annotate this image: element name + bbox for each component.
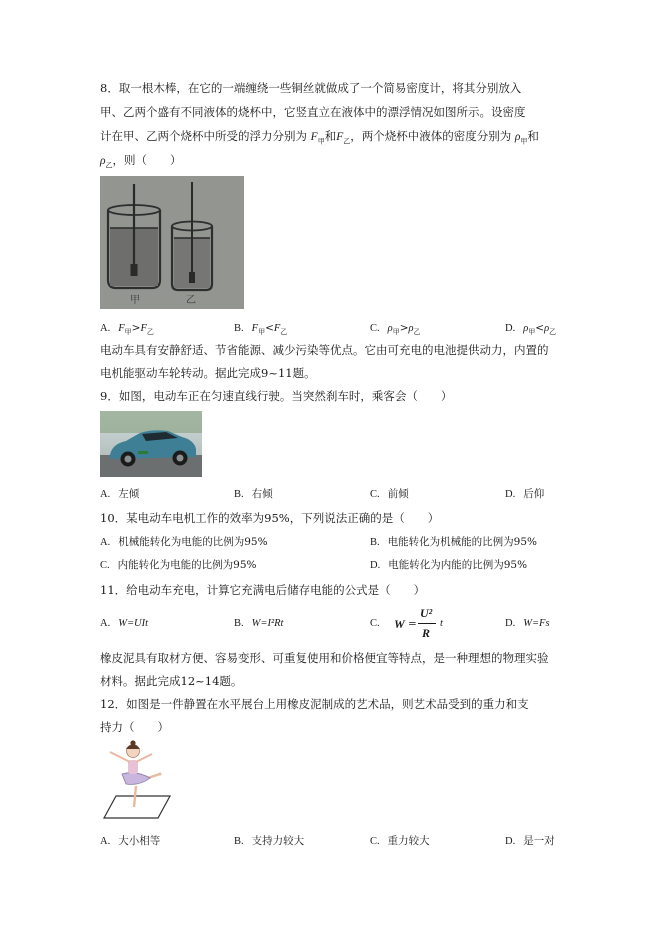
fraction-bar <box>418 623 436 624</box>
option-key: C. <box>100 560 110 571</box>
q12-option-b[interactable] <box>234 833 304 850</box>
symbol-F: F <box>310 131 318 143</box>
option-key: D. <box>505 489 516 500</box>
q8-text: ，则（ ） <box>112 153 182 167</box>
q12-option-a[interactable] <box>100 833 160 850</box>
option-var: ρ <box>387 323 393 334</box>
option-key: B. <box>370 537 380 548</box>
q9-option-a[interactable] <box>100 486 139 503</box>
intro-electric-car-line-1: 电动车具有安静舒适、节省能源、减少污染等优点。它由可充电的电池提供动力，内置的 <box>100 343 549 357</box>
formula-t: t <box>440 618 443 629</box>
option-key: C. <box>370 618 380 629</box>
plasticine-ballerina-figure <box>100 740 174 820</box>
q8-option-d[interactable] <box>505 320 556 340</box>
q12-stem-line-1: 12．如图是一件静置在水平展台上用橡皮泥制成的艺术品，则艺术品受到的重力和支 <box>100 697 529 711</box>
option-key: D. <box>505 618 516 629</box>
subscript: 乙 <box>280 328 288 337</box>
subscript: 甲 <box>124 328 132 337</box>
q11-option-b[interactable] <box>234 616 283 632</box>
subscript: 乙 <box>549 328 557 337</box>
formula: W=Fs <box>523 618 550 629</box>
subscript: 乙 <box>413 328 421 337</box>
option-key: C. <box>370 489 380 500</box>
option-key: A. <box>100 537 111 548</box>
q8-stem-line-4 <box>100 152 182 173</box>
q11-option-a[interactable] <box>100 616 148 632</box>
option-text: 电能转化为内能的比例为95% <box>388 559 528 571</box>
q8-text: 和 <box>527 129 539 143</box>
option-key: B. <box>234 618 244 629</box>
option-key: D. <box>370 560 381 571</box>
option-text: 左倾 <box>118 488 140 500</box>
option-text: 支持力较大 <box>251 835 305 847</box>
subscript: 甲 <box>258 328 266 337</box>
option-text: 右倾 <box>251 488 273 500</box>
option-text: 是一对 <box>523 835 555 847</box>
subscript: 甲 <box>317 137 325 146</box>
option-op: < <box>265 322 274 334</box>
intro-plasticine-line-2: 材料。据此完成12~14题。 <box>100 674 243 688</box>
q8-stem-line-3 <box>100 128 539 149</box>
option-var: F <box>251 323 259 334</box>
q12-option-d[interactable] <box>505 833 555 850</box>
option-var: ρ <box>544 323 550 334</box>
option-key: B. <box>234 836 244 847</box>
symbol-F: F <box>336 131 344 143</box>
option-op: > <box>399 322 409 334</box>
option-key: C. <box>370 323 380 334</box>
option-var: ρ <box>523 323 529 334</box>
q10-stem: 10．某电动车电机工作的效率为95%，下列说法正确的是（ ） <box>100 511 440 525</box>
option-var: F <box>273 323 281 334</box>
option-op: < <box>535 322 545 334</box>
label-yi: 乙 <box>186 295 196 306</box>
formula: W=UIt <box>118 618 149 629</box>
subscript: 甲 <box>528 328 536 337</box>
q8-option-c[interactable] <box>370 320 421 340</box>
q10-option-b[interactable] <box>370 534 537 551</box>
q8-stem-line-2: 甲、乙两个盛有不同液体的烧杯中，它竖直立在液体中的漂浮情况如图所示。设密度 <box>100 105 526 119</box>
option-text: 机械能转化为电能的比例为95% <box>118 536 268 548</box>
option-key: A. <box>100 618 111 629</box>
option-var: F <box>118 323 125 334</box>
formula-numerator: U² <box>420 606 433 620</box>
symbol-rho: ρ <box>100 155 106 167</box>
option-text: 重力较大 <box>387 835 430 847</box>
formula-denominator: R <box>422 626 431 640</box>
subscript: 甲 <box>520 137 528 146</box>
option-key: A. <box>100 489 111 500</box>
q10-option-c[interactable] <box>100 557 256 574</box>
subscript: 甲 <box>392 328 400 337</box>
option-var: ρ <box>408 323 414 334</box>
q10-option-d[interactable] <box>370 557 527 574</box>
option-key: C. <box>370 836 380 847</box>
q8-text: 计在甲、乙两个烧杯中所受的浮力分别为 <box>100 129 311 143</box>
option-key: B. <box>234 323 244 334</box>
q8-stem-line-1: 8．取一根木棒，在它的一端缠绕一些铜丝就做成了一个简易密度计，将其分别放入 <box>100 81 522 95</box>
q9-stem: 9．如图，电动车正在匀速直线行驶。当突然刹车时，乘客会（ ） <box>100 389 453 403</box>
option-text: 前倾 <box>387 488 409 500</box>
option-key: B. <box>234 489 244 500</box>
q10-option-a[interactable] <box>100 534 268 551</box>
symbol-rho: ρ <box>514 131 521 143</box>
subscript: 乙 <box>343 137 351 146</box>
q8-option-b[interactable] <box>234 320 287 340</box>
formula-eq: = <box>408 618 417 630</box>
option-var: F <box>140 323 147 334</box>
subscript: 乙 <box>146 328 154 337</box>
option-key: A. <box>100 323 111 334</box>
q9-option-d[interactable] <box>505 486 544 503</box>
option-text: 内能转化为电能的比例为95% <box>117 559 257 571</box>
option-text: 大小相等 <box>118 835 161 847</box>
q9-option-b[interactable] <box>234 486 273 503</box>
option-key: A. <box>100 836 111 847</box>
intro-plasticine-line-1: 橡皮泥具有取材方便、容易变形、可重复使用和价格便宜等特点，是一种理想的物理实验 <box>100 651 549 665</box>
option-text: 后仰 <box>523 488 545 500</box>
q8-text: ，两个烧杯中液体的密度分别为 <box>350 129 515 143</box>
q9-option-c[interactable] <box>370 486 409 503</box>
q8-option-a[interactable] <box>100 320 154 340</box>
option-key: D. <box>505 323 516 334</box>
formula-lhs: W <box>394 617 405 631</box>
q11-stem: 11．给电动车充电，计算它充满电后储存电能的公式是（ ） <box>100 583 426 597</box>
formula: W=I²Rt <box>251 618 284 629</box>
q8-text: 和 <box>324 129 337 143</box>
densimeter-beakers-photo <box>100 176 244 309</box>
subscript: 乙 <box>105 161 113 170</box>
q11-option-d[interactable] <box>505 616 550 632</box>
option-op: > <box>131 322 141 334</box>
option-text: 电能转化为机械能的比例为95% <box>387 536 537 548</box>
q12-stem-line-2: 持力（ ） <box>100 720 169 734</box>
intro-electric-car-line-2: 电机能驱动车轮转动。据此完成9~11题。 <box>100 366 316 380</box>
q12-option-c[interactable] <box>370 833 430 850</box>
option-key: D. <box>505 836 516 847</box>
electric-car-photo <box>100 411 202 477</box>
label-jia: 甲 <box>130 295 140 306</box>
